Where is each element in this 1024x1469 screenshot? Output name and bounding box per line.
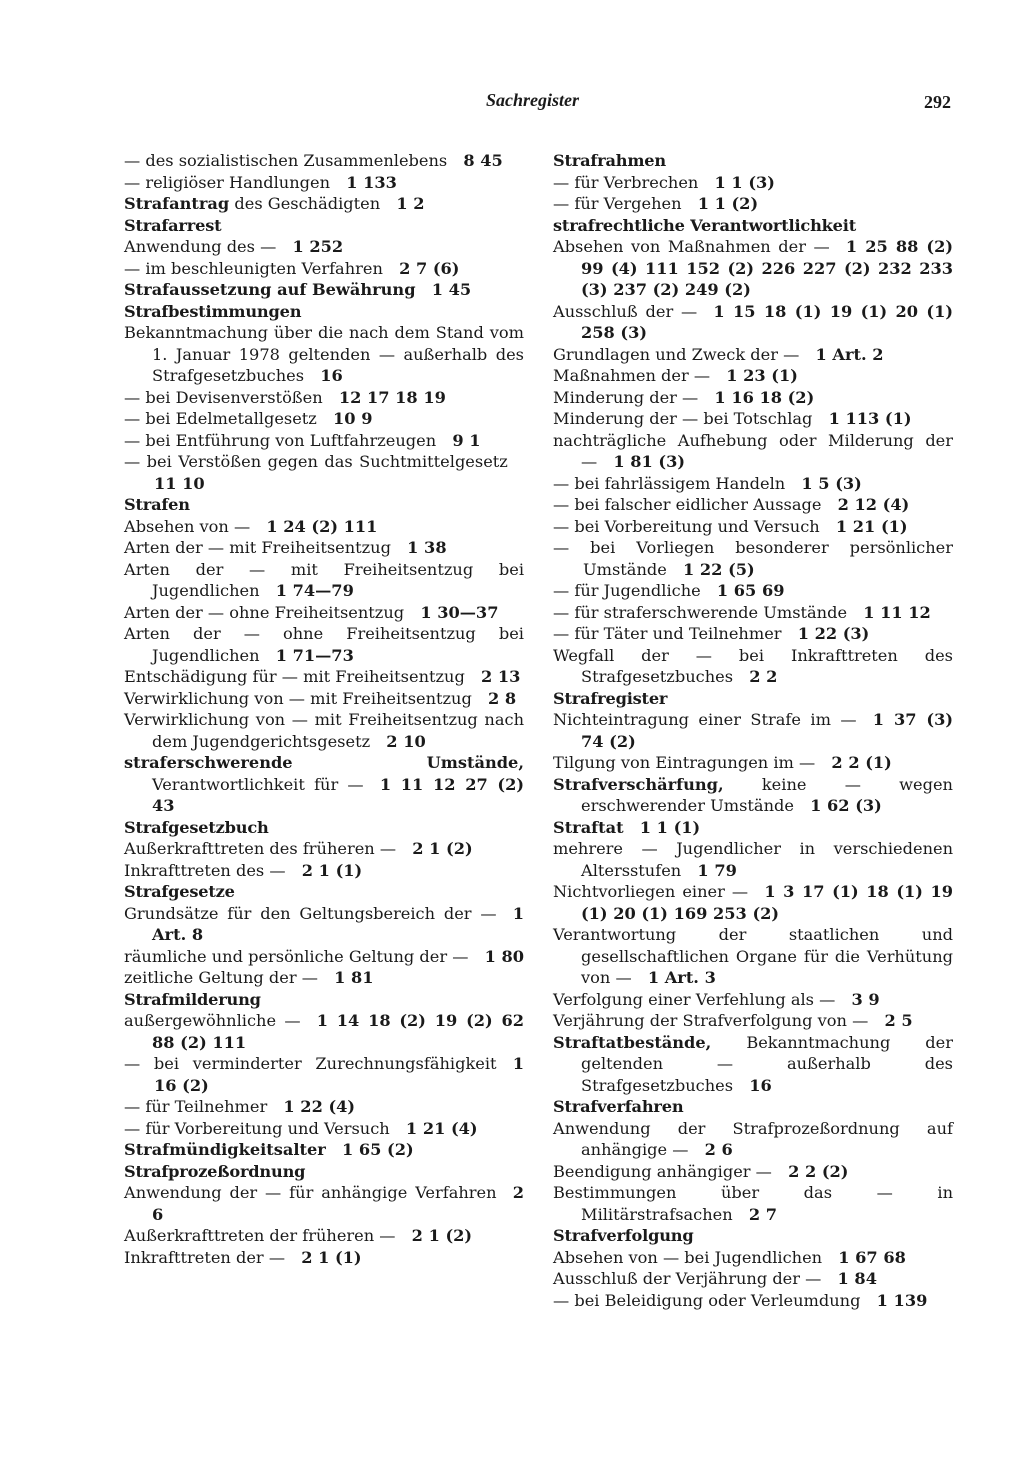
index-entry-text: Nichtvorliegen einer — (553, 882, 749, 901)
index-reference: 1 25 88 (2) 99 (4) 111 152 (2) 226 227 (2) 232 233 (3) 237 (2) 249 (2) (581, 237, 953, 299)
index-entry (124, 236, 524, 258)
index-reference: 2 2 (2) (788, 1161, 849, 1181)
index-heading-entry (553, 817, 953, 839)
index-reference: 1 38 (407, 538, 447, 557)
index-reference: 2 8 (488, 688, 517, 708)
index-entry (553, 301, 953, 344)
index-reference: 1 79 (697, 860, 737, 880)
index-reference: 1 22 (5) (683, 559, 755, 579)
index-reference: 1 45 (431, 280, 472, 299)
index-reference: 2 6 (704, 1140, 733, 1159)
index-entry (124, 1053, 524, 1096)
index-entry (553, 580, 953, 602)
index-entry (124, 1096, 524, 1118)
index-entry (124, 967, 524, 989)
index-entry-text: Nichteintragung einer Strafe im — (553, 710, 857, 729)
index-entry (553, 387, 953, 409)
index-entry (553, 516, 953, 538)
index-entry (553, 623, 953, 645)
index-entry-text: Anwendung der — für anhängige Verfahren (124, 1183, 497, 1202)
index-entry (124, 709, 524, 752)
index-entry-text: — für Jugendliche (553, 581, 701, 600)
index-reference: 11 10 (154, 473, 205, 493)
index-entry (553, 1118, 953, 1161)
index-entry-text: Grundsätze für den Geltungsbereich der — (124, 903, 497, 923)
index-entry (553, 473, 953, 495)
index-entry-text: nachträgliche Aufhebung oder Milderung der — (553, 430, 953, 471)
index-entry-text: Ausschluß der Verjährung der — (553, 1269, 822, 1288)
index-entry-text: Grundlagen und Zweck der — (553, 344, 800, 364)
index-entry (553, 172, 953, 194)
index-reference: 2 7 (748, 1204, 778, 1224)
index-entry (553, 344, 953, 366)
index-reference: 1 21 (1) (835, 516, 908, 536)
index-heading: Strafen (124, 495, 190, 514)
index-entry-text: räumliche und persönliche Geltung der — (124, 946, 469, 966)
index-entry-text: — für Vorbereitung und Versuch (124, 1118, 390, 1138)
index-entry (124, 1118, 524, 1140)
index-heading-entry (124, 279, 524, 301)
index-entry-text: Außerkrafttreten der früheren — (124, 1226, 396, 1245)
index-entry-text: — bei fahrlässigem Handeln (553, 473, 786, 493)
index-entry-text: — für straferschwerende Umstände (553, 602, 848, 622)
index-reference: 1 65 (2) (342, 1140, 414, 1159)
index-heading-entry (124, 752, 524, 817)
index-heading: Strafrahmen (553, 151, 666, 170)
index-entry (553, 645, 953, 688)
index-heading-term: Strafmündigkeitsalter (124, 1140, 326, 1159)
index-entry-text: Arten der — ohne Freiheitsentzug (124, 602, 405, 622)
index-entry (553, 838, 953, 881)
index-heading-entry (124, 193, 524, 215)
index-reference: 1 2 (396, 194, 425, 213)
index-entry-text: — bei Entführung von Luftfahrzeugen (124, 430, 437, 450)
index-entry-text: Verfolgung einer Verfehlung als — (553, 989, 836, 1009)
index-entry (124, 860, 524, 882)
index-reference: 1 62 (3) (810, 796, 882, 815)
index-entry (124, 688, 524, 710)
index-entry-text: — für Vergehen (553, 194, 682, 213)
index-entry (553, 1247, 953, 1269)
index-reference: 1 80 (484, 946, 525, 966)
index-reference: 1 133 (346, 172, 397, 192)
index-reference: 2 1 (1) (301, 1247, 362, 1267)
index-entry (553, 1268, 953, 1290)
index-heading: Strafgesetze (124, 882, 235, 901)
index-heading-entry (124, 1139, 524, 1161)
index-entry (124, 1247, 524, 1269)
index-entry (553, 752, 953, 774)
index-entry-text: — bei verminderter Zurechnungsfähigkeit (124, 1054, 497, 1073)
index-entry-text: — bei Beleidigung oder Verleumdung (553, 1290, 861, 1310)
index-entry (553, 1182, 953, 1225)
index-entry-text: Verjährung der Strafverfolgung von — (553, 1011, 869, 1030)
index-entry (124, 258, 524, 280)
index-reference: 2 10 (386, 731, 426, 751)
index-heading-term: Strafaussetzung auf Bewährung (124, 280, 416, 299)
index-heading-term: Straftatbestände, (553, 1032, 712, 1052)
index-heading-term: Straftat (553, 817, 624, 837)
index-reference: 2 1 (1) (301, 860, 363, 880)
index-reference: 1 16 18 (2) (714, 387, 815, 407)
index-entry (553, 408, 953, 430)
index-entry-text: Absehen von — bei Jugendlichen (553, 1247, 823, 1267)
index-heading: Strafmilderung (124, 989, 261, 1009)
index-entry (553, 924, 953, 989)
index-entry-text: Inkrafttreten des — (124, 860, 286, 880)
index-reference: 1 22 (3) (797, 624, 870, 643)
index-entry-text: — im beschleunigten Verfahren (124, 258, 383, 278)
index-reference: 2 12 (4) (837, 495, 910, 514)
index-reference: 1 74—79 (275, 581, 354, 600)
index-entry-text: Absehen von — (124, 516, 251, 536)
index-entry-text: — für Täter und Teilnehmer (553, 624, 782, 643)
index-heading-term: Strafantrag (124, 194, 230, 213)
index-column-right (553, 150, 953, 1311)
index-reference: 8 45 (463, 151, 503, 170)
index-reference: 2 7 (6) (399, 258, 460, 278)
index-entry (553, 989, 953, 1011)
index-entry-text: Beendigung anhängiger — (553, 1161, 772, 1181)
index-entry-text: Minderung der — bei Totschlag (553, 409, 813, 428)
index-entry-text: — des sozialistischen Zusammenlebens (124, 151, 448, 170)
index-reference: 1 Art. 8 (152, 903, 524, 944)
index-entry-text: Bestimmungen über das — in Militärstrafsachen (553, 1183, 953, 1224)
index-entry-text: Außerkrafttreten des früheren — (124, 839, 397, 858)
index-entry (124, 387, 524, 409)
index-reference: 2 1 (2) (412, 839, 473, 858)
index-entry (553, 365, 953, 387)
index-reference: 1 14 18 (2) 19 (2) 62 88 (2) 111 (152, 1011, 524, 1052)
index-reference: 12 17 18 19 (338, 387, 446, 407)
running-header-title: Sachregister (486, 90, 580, 110)
index-entry-text: — religiöser Handlungen (124, 172, 331, 192)
index-entry-text: Maßnahmen der — (553, 366, 711, 385)
index-reference: 1 1 (2) (697, 194, 759, 213)
index-entry (124, 408, 524, 430)
index-entry (553, 430, 953, 473)
index-entry (124, 430, 524, 452)
index-reference: 1 81 (334, 968, 374, 987)
index-reference: 1 84 (837, 1269, 877, 1288)
index-reference: 1 252 (292, 237, 344, 256)
index-entry (124, 537, 524, 559)
index-reference: 1 22 (4) (283, 1097, 356, 1116)
index-heading: Strafbestimmungen (124, 301, 302, 321)
index-entry (124, 559, 524, 602)
index-entry (124, 903, 524, 946)
index-entry-text: — bei Vorliegen besonderer persönlicher Umstände (553, 538, 953, 579)
index-reference: 2 1 (2) (411, 1226, 473, 1245)
index-heading-entry (553, 774, 953, 817)
index-entry (124, 150, 524, 172)
index-entry-text: Inkrafttreten der — (124, 1247, 286, 1267)
index-entry (124, 602, 524, 624)
index-entry-text: Verwirklichung von — mit Freiheitsentzug (124, 688, 472, 708)
index-reference: 1 71—73 (275, 645, 354, 665)
index-entry (124, 1010, 524, 1053)
index-reference: 1 65 69 (716, 581, 785, 600)
index-reference: 1 1 (1) (639, 817, 701, 837)
index-reference: 1 81 (3) (613, 452, 686, 471)
index-heading-entry (553, 1032, 953, 1097)
index-reference: 1 30—37 (420, 602, 499, 622)
index-reference: 1 37 (3) 74 (2) (581, 710, 953, 751)
index-reference: 1 15 18 (1) 19 (1) 20 (1) 258 (3) (581, 301, 953, 342)
index-heading: Strafarrest (124, 215, 222, 235)
index-entry-text: keine — wegen erschwerender Umstände (581, 774, 953, 815)
index-entry (553, 236, 953, 301)
index-reference: 1 16 (2) (154, 1054, 524, 1095)
index-entry (124, 1182, 524, 1225)
index-reference: 1 23 (1) (726, 366, 798, 385)
index-entry-text: Arten der — mit Freiheitsentzug (124, 538, 391, 557)
index-entry (553, 709, 953, 752)
index-reference: 1 11 12 27 (2) 43 (152, 774, 525, 815)
index-entry (124, 322, 524, 387)
index-entry (553, 881, 953, 924)
index-reference: 1 3 17 (1) 18 (1) 19 (1) 20 (1) 169 253 (2) (581, 882, 953, 923)
index-entry (124, 666, 524, 688)
index-entry-text: Arten der — mit Freiheitsentzug bei Jugendlichen (124, 559, 524, 600)
index-reference: 2 13 (481, 667, 521, 686)
index-heading: Strafgesetzbuch (124, 817, 269, 837)
index-entry-text: Bekanntmachung über die nach dem Stand vom 1. Januar 1978 geltenden — außerhalb des Strafgesetzbuches (124, 323, 524, 385)
index-reference: 1 21 (4) (405, 1118, 478, 1138)
index-entry-text: zeitliche Geltung der — (124, 968, 318, 987)
index-entry-text: Verantwortung der staatlichen und gesellschaftlichen Organe für die Verhütung von — (553, 925, 953, 987)
index-entry-text: — für Teilnehmer (124, 1097, 268, 1116)
index-entry (124, 516, 524, 538)
index-reference: 1 Art. 3 (647, 968, 716, 987)
index-entry (124, 838, 524, 860)
index-heading-term: straferschwerende Umstände, (124, 753, 524, 772)
index-entry-text: Verantwortlichkeit für — (152, 774, 364, 794)
index-entry-text: Bekanntmachung der geltenden — außerhalb des Strafgesetzbuches (581, 1032, 953, 1095)
index-entry (124, 623, 524, 666)
index-entry-text: des Geschädigten (234, 194, 381, 213)
index-entry-text: — bei Edelmetallgesetz (124, 409, 317, 428)
index-reference: 3 9 (851, 989, 880, 1009)
index-entry-text: außergewöhnliche — (124, 1011, 301, 1030)
index-heading: strafrechtliche Verantwortlichkeit (553, 215, 856, 235)
index-heading: Strafverfahren (553, 1097, 684, 1116)
index-heading: Strafprozeßordnung (124, 1161, 306, 1181)
index-entry-text: Ausschluß der — (553, 301, 698, 321)
index-column-left (124, 150, 524, 1268)
index-entry-text: Entschädigung für — mit Freiheitsentzug (124, 667, 465, 686)
index-reference: 16 (320, 366, 343, 385)
index-heading: Strafregister (553, 688, 668, 708)
page-number: 292 (924, 92, 951, 112)
index-heading-term: Strafverschärfung, (553, 774, 724, 794)
index-entry-text: mehrere — Jugendlicher in verschiedenen Altersstufen (553, 839, 953, 880)
index-entry (553, 494, 953, 516)
index-entry-text: — bei Devisenverstößen (124, 387, 323, 407)
index-entry-text: Anwendung der Strafprozeßordnung auf anhängige — (553, 1118, 953, 1159)
index-entry-text: Tilgung von Eintragungen im — (553, 753, 816, 772)
index-entry-text: Minderung der — (553, 387, 699, 407)
index-entry (124, 946, 524, 968)
index-reference: 1 113 (1) (828, 409, 912, 428)
index-entry (553, 1010, 953, 1032)
index-reference: 1 139 (876, 1290, 928, 1310)
index-reference: 1 5 (3) (801, 473, 862, 493)
index-entry (553, 537, 953, 580)
index-reference: 2 6 (152, 1183, 524, 1224)
index-entry (553, 1290, 953, 1312)
index-entry (124, 172, 524, 194)
page-header (0, 90, 1024, 120)
index-reference: 1 Art. 2 (815, 344, 884, 364)
index-reference: 2 2 (749, 667, 778, 686)
index-entry (553, 1161, 953, 1183)
index-reference: 16 (749, 1075, 772, 1095)
index-heading: Strafverfolgung (553, 1226, 694, 1245)
index-reference: 2 5 (884, 1011, 913, 1030)
index-reference: 10 9 (333, 409, 373, 428)
index-reference: 2 2 (1) (831, 753, 892, 772)
index-entry-text: Wegfall der — bei Inkrafttreten des Strafgesetzbuches (553, 645, 953, 686)
index-entry (553, 602, 953, 624)
index-reference: 9 1 (452, 430, 481, 450)
index-entry-text: Anwendung des — (124, 237, 277, 256)
index-entry-text: — für Verbrechen (553, 172, 699, 192)
index-reference: 1 24 (2) 111 (266, 516, 378, 536)
index-entry-text: — bei Vorbereitung und Versuch (553, 516, 820, 536)
index-reference: 1 11 12 (863, 602, 931, 622)
index-reference: 1 67 68 (838, 1247, 906, 1267)
index-entry (124, 451, 524, 494)
index-reference: 1 1 (3) (714, 172, 775, 192)
index-entry (553, 193, 953, 215)
index-entry-text: Arten der — ohne Freiheitsentzug bei Jugendlichen (124, 624, 524, 665)
index-entry-text: — bei falscher eidlicher Aussage (553, 495, 822, 514)
index-entry-text: — bei Verstößen gegen das Suchtmittelgesetz (124, 452, 508, 471)
index-entry-text: Absehen von Maßnahmen der — (553, 237, 830, 256)
index-entry (124, 1225, 524, 1247)
index-entry-text: Verwirklichung von — mit Freiheitsentzug nach dem Jugendgerichtsgesetz (124, 710, 524, 751)
